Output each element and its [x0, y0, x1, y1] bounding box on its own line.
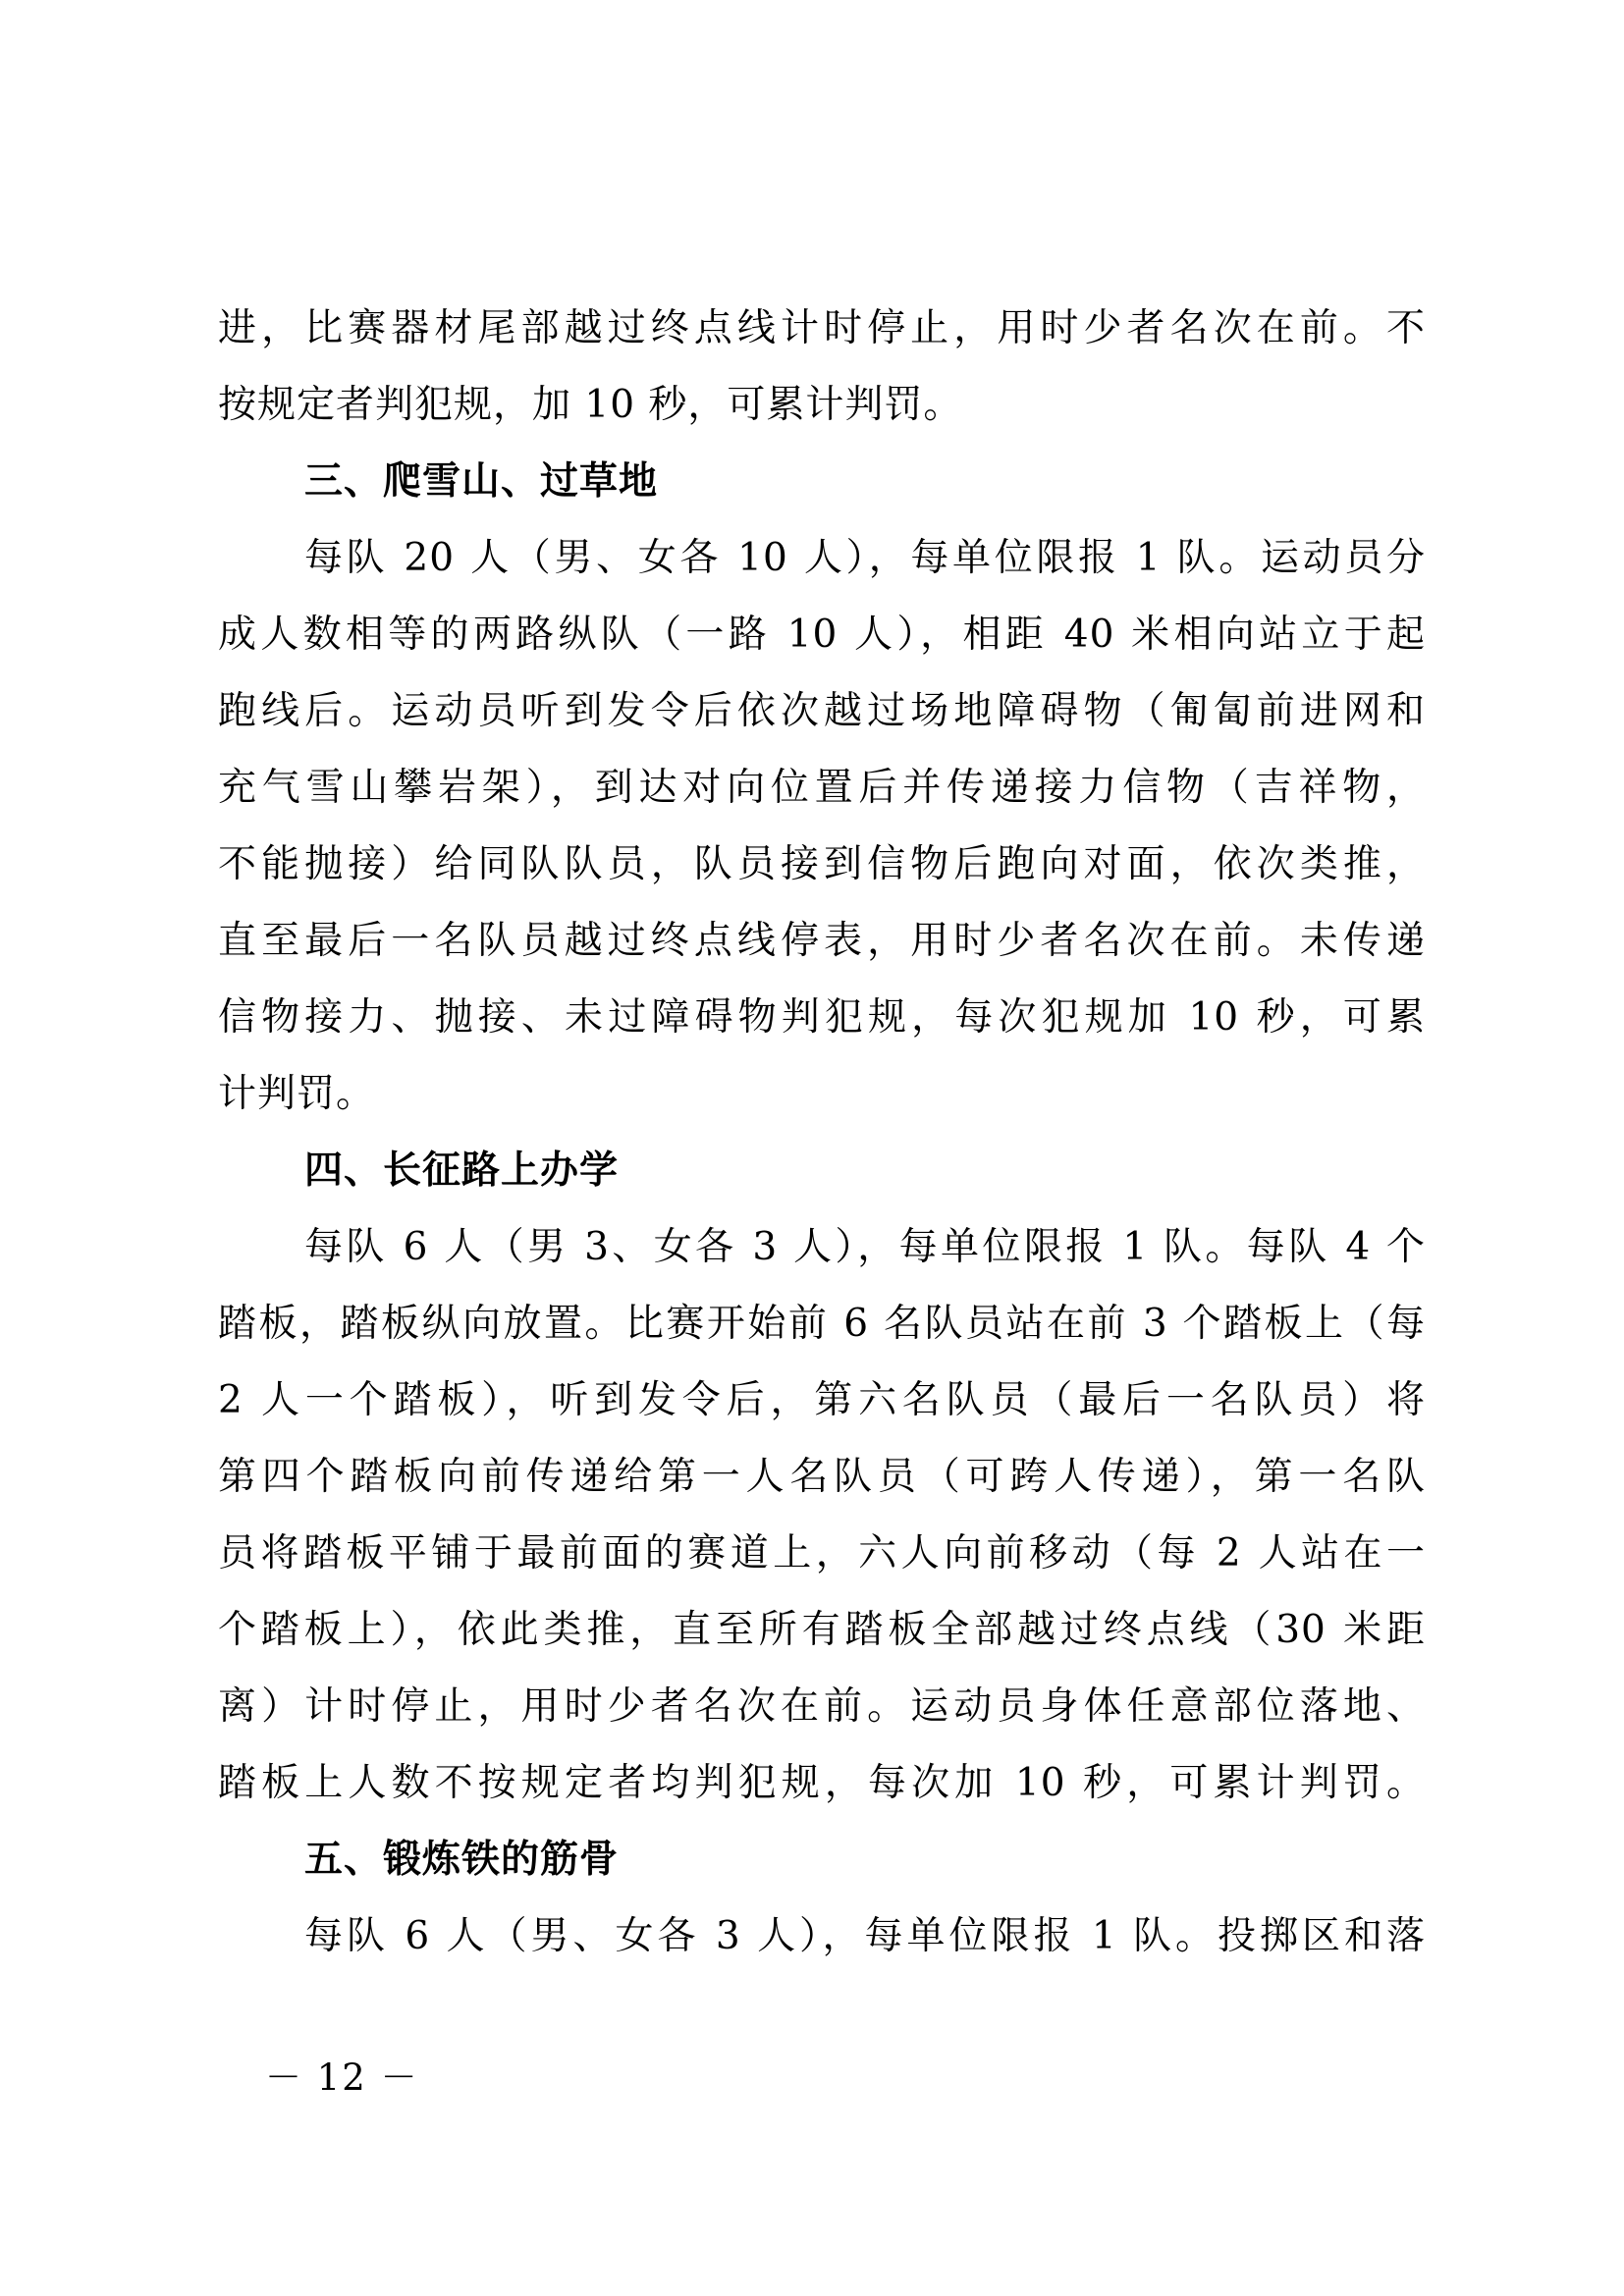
text-line: 计判罚。: [218, 1072, 376, 1116]
text-line: 成人数相等的两路纵队（一路 10 人），相距 40 米相向站立于起: [218, 613, 1426, 657]
text-line: 每队 20 人（男、女各 10 人），每单位限报 1 队。运动员分: [304, 536, 1426, 580]
text-line: 个踏板上），依此类推，直至所有踏板全部越过终点线（30 米距: [218, 1608, 1426, 1652]
paragraph-intro: [218, 291, 1426, 444]
text-line: 进，比赛器材尾部越过终点线计时停止，用时少者名次在前。不: [218, 306, 1426, 350]
text-line: 踏板，踏板纵向放置。比赛开始前 6 名队员站在前 3 个踏板上（每: [218, 1302, 1426, 1346]
section-4-paragraph: [218, 1209, 1426, 1822]
text-line: 每队 6 人（男 3、女各 3 人），每单位限报 1 队。每队 4 个: [304, 1225, 1426, 1269]
text-line: 员将踏板平铺于最前面的赛道上，六人向前移动（每 2 人站在一: [218, 1531, 1426, 1575]
text-line: 按规定者判犯规，加 10 秒，可累计判罚。: [218, 383, 963, 427]
text-line: 信物接力、抛接、未过障碍物判犯规，每次犯规加 10 秒，可累: [218, 995, 1426, 1040]
text-line: 不能抛接）给同队队员，队员接到信物后跑向对面，依次类推，: [218, 842, 1426, 886]
section-3-paragraph: [218, 520, 1426, 1133]
section-5-paragraph: [218, 1898, 1426, 1975]
text-line: 跑线后。运动员听到发令后依次越过场地障碍物（匍匐前进网和: [218, 689, 1426, 733]
section-heading-3: 三、爬雪山、过草地: [304, 459, 659, 504]
text-line: 直至最后一名队员越过终点线停表，用时少者名次在前。未传递: [218, 919, 1426, 963]
text-line: 2 人一个踏板），听到发令后，第六名队员（最后一名队员）将: [218, 1378, 1426, 1422]
page-number: － 12 －: [265, 2056, 419, 2099]
text-line: 踏板上人数不按规定者均判犯规，每次加 10 秒，可累计判罚。: [218, 1761, 1426, 1805]
text-line: 第四个踏板向前传递给第一人名队员（可跨人传递），第一名队: [218, 1455, 1426, 1499]
document-body: [218, 291, 1426, 1975]
text-line: 离）计时停止，用时少者名次在前。运动员身体任意部位落地、: [218, 1684, 1426, 1729]
section-heading-4: 四、长征路上办学: [304, 1148, 620, 1193]
text-line: 充气雪山攀岩架），到达对向位置后并传递接力信物（吉祥物，: [218, 766, 1426, 810]
text-line: 每队 6 人（男、女各 3 人），每单位限报 1 队。投掷区和落: [304, 1914, 1426, 1958]
section-heading-5: 五、锻炼铁的筋骨: [304, 1838, 620, 1882]
